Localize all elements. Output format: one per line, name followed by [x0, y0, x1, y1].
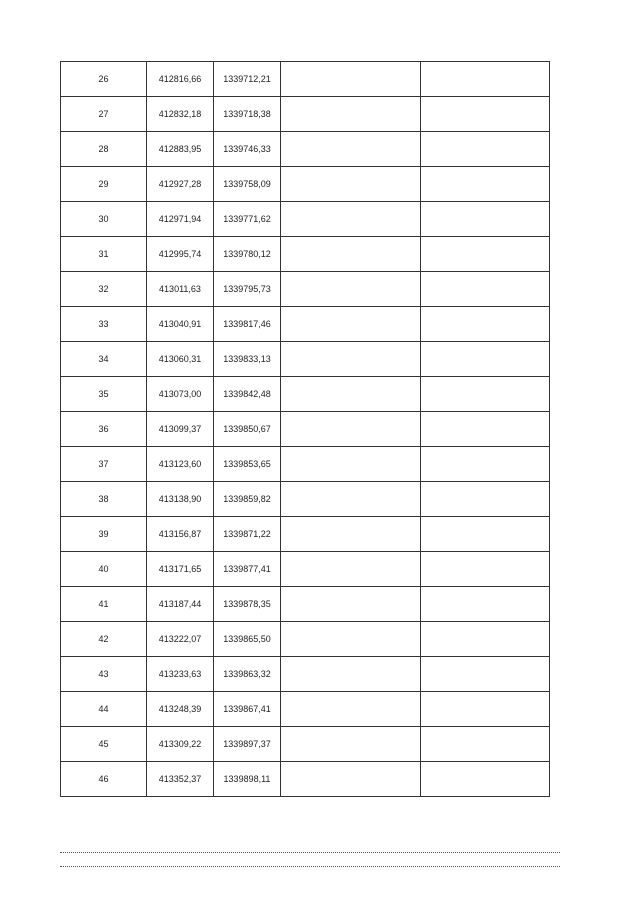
- point-number-cell: 39: [61, 517, 147, 552]
- table-row: [61, 482, 550, 517]
- y-coordinate-cell: 1339795,73: [214, 272, 281, 307]
- empty-cell: [421, 307, 550, 342]
- y-coordinate-cell: 1339771,62: [214, 202, 281, 237]
- empty-cell: [421, 587, 550, 622]
- table-row: [61, 727, 550, 762]
- table-row: [61, 377, 550, 412]
- x-coordinate-cell: 413222,07: [147, 622, 214, 657]
- empty-cell: [421, 447, 550, 482]
- table-row: [61, 587, 550, 622]
- point-number-cell: 28: [61, 132, 147, 167]
- x-coordinate-cell: 413248,39: [147, 692, 214, 727]
- table-row: [61, 62, 550, 97]
- x-coordinate-cell: 413060,31: [147, 342, 214, 377]
- y-coordinate-cell: 1339871,22: [214, 517, 281, 552]
- empty-cell: [421, 657, 550, 692]
- dotted-separator-line: [60, 852, 560, 853]
- y-coordinate-cell: 1339867,41: [214, 692, 281, 727]
- x-coordinate-cell: 413352,37: [147, 762, 214, 797]
- empty-cell: [281, 342, 421, 377]
- x-coordinate-cell: 412816,66: [147, 62, 214, 97]
- empty-cell: [421, 412, 550, 447]
- empty-cell: [281, 762, 421, 797]
- x-coordinate-cell: 413156,87: [147, 517, 214, 552]
- empty-cell: [421, 517, 550, 552]
- empty-cell: [281, 692, 421, 727]
- point-number-cell: 27: [61, 97, 147, 132]
- empty-cell: [421, 97, 550, 132]
- empty-cell: [421, 272, 550, 307]
- empty-cell: [421, 692, 550, 727]
- empty-cell: [281, 62, 421, 97]
- empty-cell: [281, 587, 421, 622]
- empty-cell: [421, 62, 550, 97]
- y-coordinate-cell: 1339865,50: [214, 622, 281, 657]
- empty-cell: [421, 762, 550, 797]
- y-coordinate-cell: 1339863,32: [214, 657, 281, 692]
- y-coordinate-cell: 1339897,37: [214, 727, 281, 762]
- y-coordinate-cell: 1339833,13: [214, 342, 281, 377]
- point-number-cell: 36: [61, 412, 147, 447]
- y-coordinate-cell: 1339712,21: [214, 62, 281, 97]
- x-coordinate-cell: 412883,95: [147, 132, 214, 167]
- table-row: [61, 447, 550, 482]
- table-row: [61, 517, 550, 552]
- empty-cell: [421, 342, 550, 377]
- table-row: [61, 762, 550, 797]
- y-coordinate-cell: 1339758,09: [214, 167, 281, 202]
- point-number-cell: 44: [61, 692, 147, 727]
- empty-cell: [421, 167, 550, 202]
- point-number-cell: 37: [61, 447, 147, 482]
- table-row: [61, 412, 550, 447]
- table-row: [61, 342, 550, 377]
- empty-cell: [421, 202, 550, 237]
- empty-cell: [281, 447, 421, 482]
- table-row: [61, 272, 550, 307]
- empty-cell: [421, 552, 550, 587]
- point-number-cell: 30: [61, 202, 147, 237]
- x-coordinate-cell: 413171,65: [147, 552, 214, 587]
- point-number-cell: 46: [61, 762, 147, 797]
- y-coordinate-cell: 1339878,35: [214, 587, 281, 622]
- empty-cell: [421, 237, 550, 272]
- x-coordinate-cell: 413011,63: [147, 272, 214, 307]
- empty-cell: [281, 167, 421, 202]
- table-row: [61, 692, 550, 727]
- x-coordinate-cell: 412832,18: [147, 97, 214, 132]
- y-coordinate-cell: 1339853,65: [214, 447, 281, 482]
- empty-cell: [421, 482, 550, 517]
- empty-cell: [281, 272, 421, 307]
- x-coordinate-cell: 413187,44: [147, 587, 214, 622]
- point-number-cell: 38: [61, 482, 147, 517]
- y-coordinate-cell: 1339877,41: [214, 552, 281, 587]
- y-coordinate-cell: 1339817,46: [214, 307, 281, 342]
- x-coordinate-cell: 413099,37: [147, 412, 214, 447]
- empty-cell: [281, 307, 421, 342]
- point-number-cell: 33: [61, 307, 147, 342]
- dotted-separator-line: [60, 866, 560, 867]
- point-number-cell: 29: [61, 167, 147, 202]
- coordinates-table-body: [61, 62, 550, 797]
- empty-cell: [281, 412, 421, 447]
- table-row: [61, 237, 550, 272]
- coordinates-table: [60, 61, 550, 797]
- empty-cell: [281, 237, 421, 272]
- empty-cell: [281, 377, 421, 412]
- x-coordinate-cell: 412927,28: [147, 167, 214, 202]
- y-coordinate-cell: 1339842,48: [214, 377, 281, 412]
- table-row: [61, 167, 550, 202]
- x-coordinate-cell: 413138,90: [147, 482, 214, 517]
- empty-cell: [281, 202, 421, 237]
- x-coordinate-cell: 412995,74: [147, 237, 214, 272]
- table-row: [61, 307, 550, 342]
- x-coordinate-cell: 413040,91: [147, 307, 214, 342]
- point-number-cell: 31: [61, 237, 147, 272]
- table-row: [61, 132, 550, 167]
- empty-cell: [421, 132, 550, 167]
- empty-cell: [281, 622, 421, 657]
- point-number-cell: 40: [61, 552, 147, 587]
- point-number-cell: 45: [61, 727, 147, 762]
- point-number-cell: 26: [61, 62, 147, 97]
- empty-cell: [281, 657, 421, 692]
- x-coordinate-cell: 412971,94: [147, 202, 214, 237]
- point-number-cell: 35: [61, 377, 147, 412]
- table-row: [61, 622, 550, 657]
- empty-cell: [421, 377, 550, 412]
- point-number-cell: 34: [61, 342, 147, 377]
- table-row: [61, 202, 550, 237]
- empty-cell: [281, 727, 421, 762]
- x-coordinate-cell: 413123,60: [147, 447, 214, 482]
- y-coordinate-cell: 1339859,82: [214, 482, 281, 517]
- empty-cell: [281, 132, 421, 167]
- x-coordinate-cell: 413309,22: [147, 727, 214, 762]
- empty-cell: [281, 517, 421, 552]
- y-coordinate-cell: 1339850,67: [214, 412, 281, 447]
- point-number-cell: 32: [61, 272, 147, 307]
- point-number-cell: 43: [61, 657, 147, 692]
- table-row: [61, 552, 550, 587]
- empty-cell: [281, 552, 421, 587]
- x-coordinate-cell: 413233,63: [147, 657, 214, 692]
- point-number-cell: 42: [61, 622, 147, 657]
- y-coordinate-cell: 1339780,12: [214, 237, 281, 272]
- empty-cell: [421, 727, 550, 762]
- table-row: [61, 97, 550, 132]
- y-coordinate-cell: 1339718,38: [214, 97, 281, 132]
- empty-cell: [421, 622, 550, 657]
- empty-cell: [281, 482, 421, 517]
- empty-cell: [281, 97, 421, 132]
- x-coordinate-cell: 413073,00: [147, 377, 214, 412]
- point-number-cell: 41: [61, 587, 147, 622]
- y-coordinate-cell: 1339898,11: [214, 762, 281, 797]
- table-row: [61, 657, 550, 692]
- y-coordinate-cell: 1339746,33: [214, 132, 281, 167]
